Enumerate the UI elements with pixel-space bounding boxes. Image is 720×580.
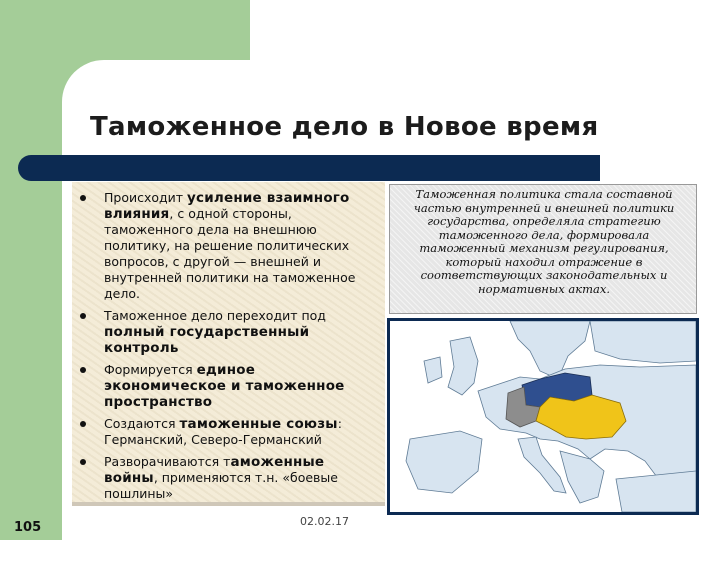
europe-map-image [390,321,696,512]
bullet-dot-icon [80,421,86,427]
quote-text: Таможенная политика стала составной частью внутренней и внешней политики государства, определяла стратегию таможенного дела, формировала таможенный механизм регулирования, который находил отражение в соответствующих законодательных и нормативных актах. [413,187,675,296]
bullet-item: Создаются таможенные союзы: Германский, Северо-Германский [78,416,378,448]
europe-map [387,318,699,515]
bullet-dot-icon [80,195,86,201]
bullet-item: Формируется единое экономическое и таможенное пространство [78,362,378,410]
bullet-item: Таможенное дело переходит под полный государственный контроль [78,308,378,356]
bullet-dot-icon [80,459,86,465]
bullet-dot-icon [80,313,86,319]
bullet-item: Разворачиваются таможенные войны, применяются т.н. «боевые пошлины» [78,454,378,502]
slide-title: Таможенное дело в Новое время [90,112,599,142]
slide-date: 02.02.17 [300,515,349,528]
bullet-list [78,190,378,508]
page-number: 105 [14,520,42,535]
title-underline-bar [18,155,600,181]
bullet-item: Происходит усиление взаимного влияния, с одной стороны, таможенного дела на внешнюю политику, на решение политических вопросов, с другой — внешней и внутренней политики на таможенное дело. [78,190,378,302]
bullet-dot-icon [80,367,86,373]
